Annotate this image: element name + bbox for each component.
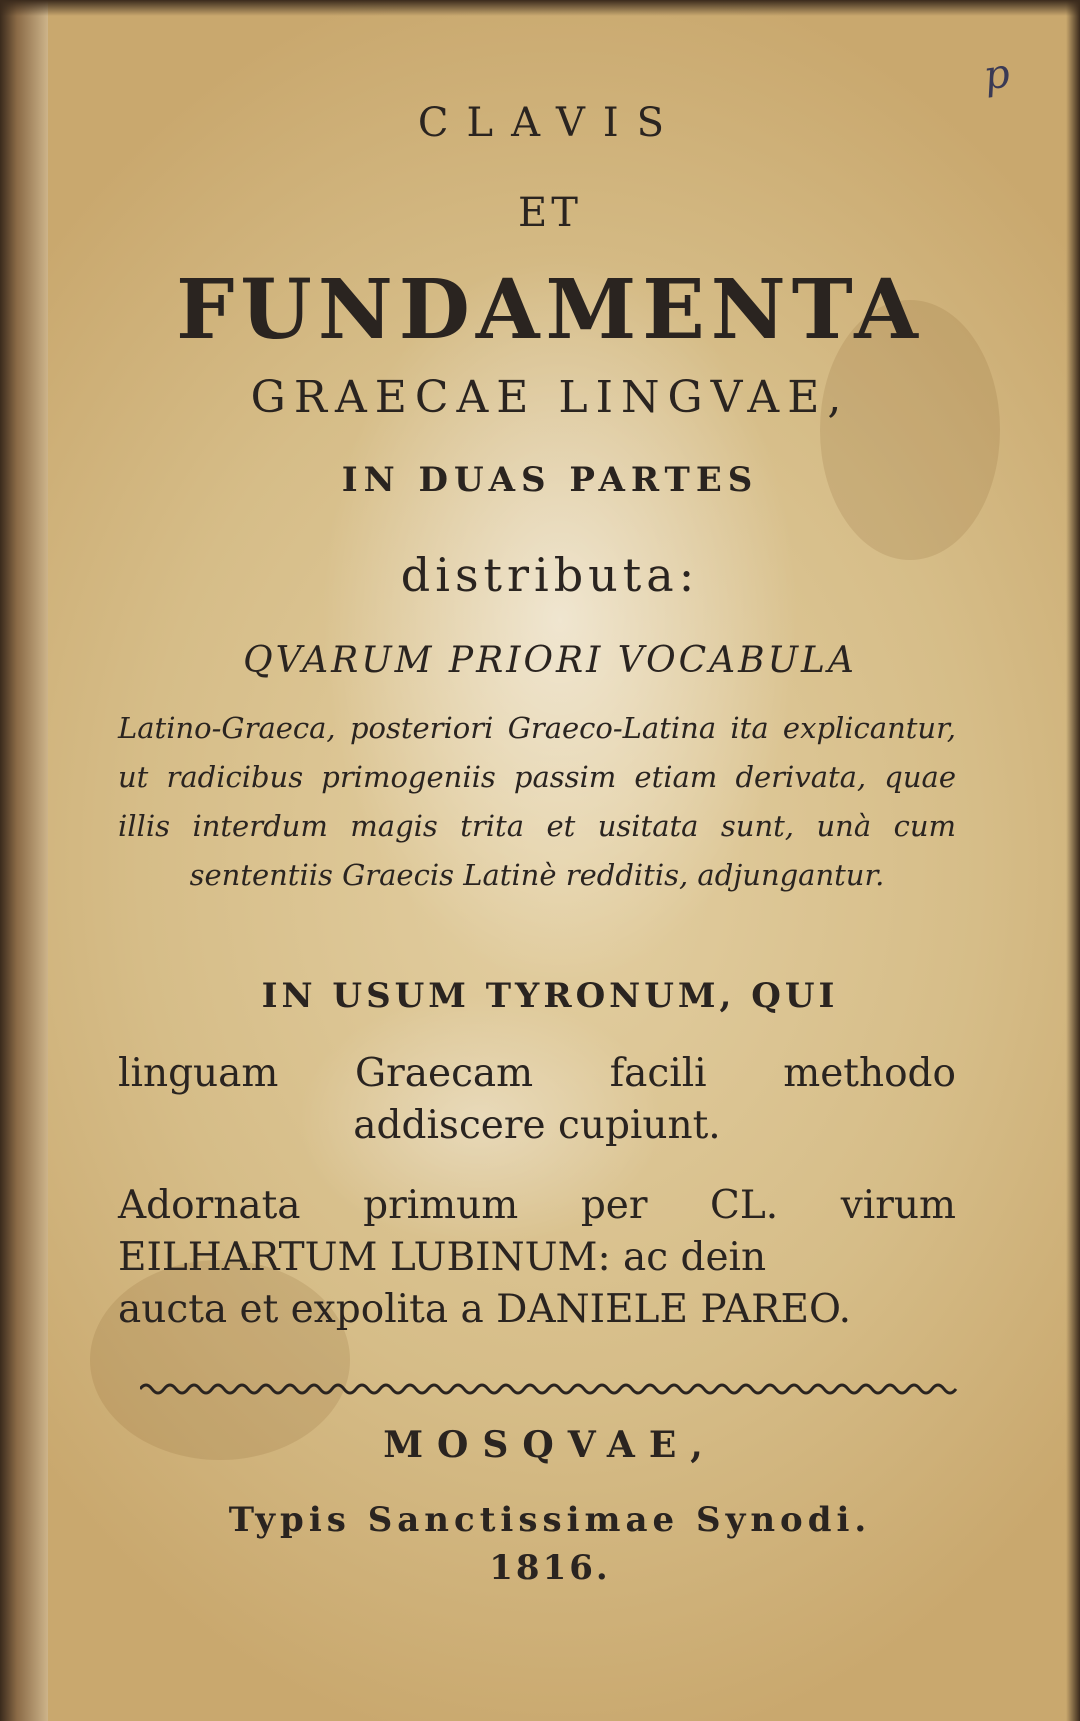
- title-graecae-linguae: GRAECAE LINGVAE,: [250, 372, 850, 423]
- authors-paragraph: [118, 1180, 956, 1336]
- page-right-edge: [1066, 0, 1080, 1721]
- imprint-printer: Typis Sanctissimae Synodi.: [228, 1500, 872, 1540]
- imprint-place: MOSQVAE,: [383, 1424, 717, 1466]
- title-distributa: distributa:: [400, 548, 700, 602]
- page-top-edge: [0, 0, 1080, 16]
- title-in-duas-partes: IN DUAS PARTES: [341, 460, 759, 500]
- purpose-paragraph: linguam Graecam facili methodo addiscere cupiunt.: [118, 1051, 956, 1148]
- title-clavis: CLAVIS: [417, 100, 683, 146]
- handwritten-mark: p: [980, 50, 1013, 100]
- authors-text-last: aucta et expolita a DANIELE PAREO.: [118, 1287, 852, 1332]
- imprint-year: 1816.: [489, 1548, 611, 1588]
- book-spine-edge: [0, 0, 48, 1721]
- authors-text: Adornata primum per CL. virum EILHARTUM LUBINUM: ac dein: [118, 1183, 956, 1280]
- title-et: ET: [518, 190, 582, 236]
- ornamental-rule: [140, 1380, 960, 1398]
- title-in-usum-tyronum: IN USUM TYRONUM, QUI: [261, 976, 839, 1016]
- description-paragraph: Latino-Graeca, posteriori Graeco-Latina ita explicantur, ut radicibus primogeniis passim etiam derivata, quae illis interdum magis trita et usitata sunt, unà cum sententiis Graecis Latinè redditis, adjungantur.: [118, 711, 956, 892]
- title-quarum-priori: QVARUM PRIORI VOCABULA: [243, 640, 857, 681]
- title-fundamenta: FUNDAMENTA: [176, 262, 924, 358]
